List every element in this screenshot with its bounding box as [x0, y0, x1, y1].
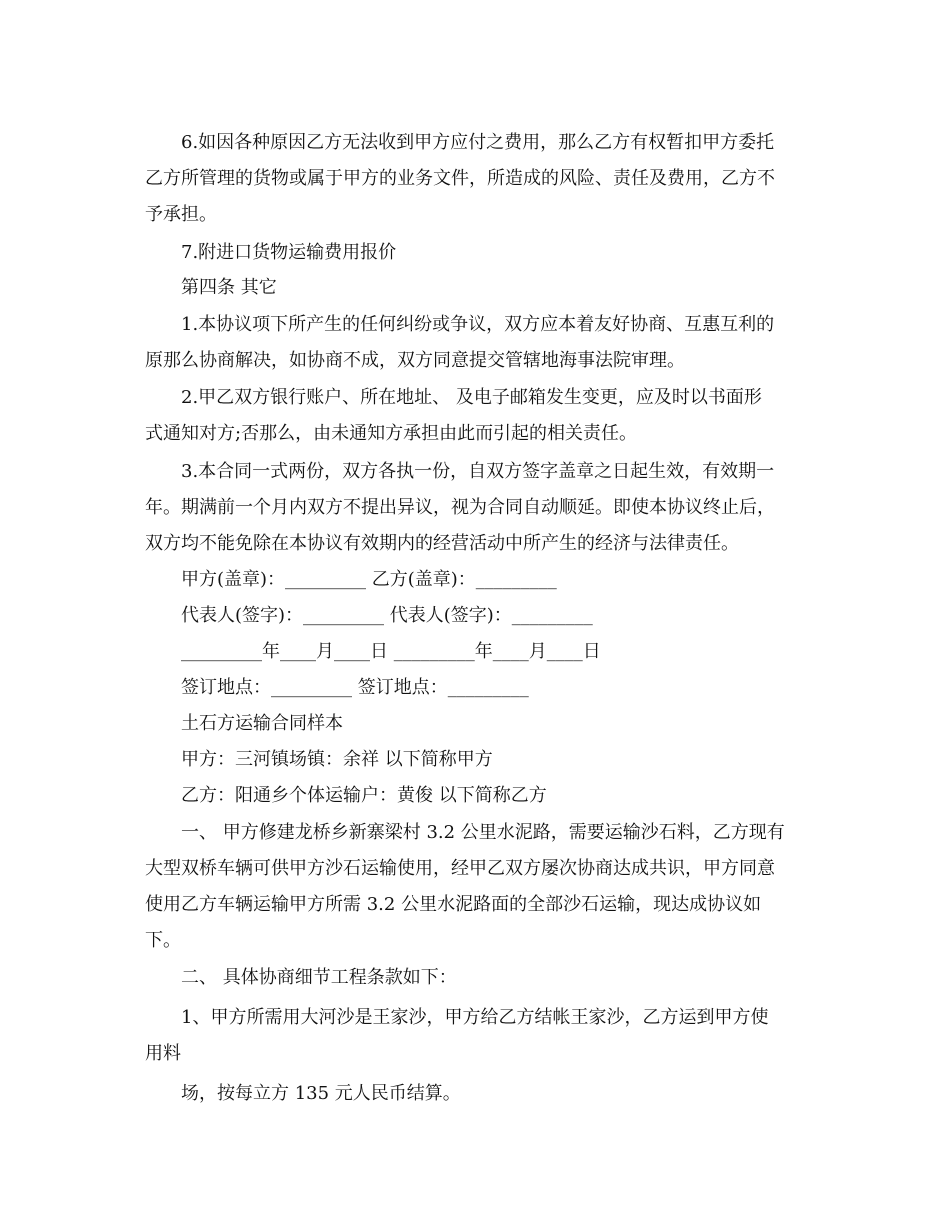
paragraph-section-2 [145, 960, 805, 996]
text-line: 场，按每立方 135 元人民币结算。 [181, 1083, 461, 1104]
paragraph-other-1 [145, 307, 805, 379]
text-line: 年。期满前一个月内双方不提出异议，视为合同自动顺延。即使本协议终止后， [145, 497, 775, 518]
section-heading: 第四条 其它 [181, 277, 277, 298]
text-line: 原那么协商解决，如协商不成，双方同意提交管辖地海事法院审理。 [145, 350, 685, 371]
paragraph-item-1-continued [145, 1076, 805, 1112]
signature-line: 代表人(签字)：_________ 代表人(签字)：_________ [181, 605, 593, 626]
text-line: 大型双桥车辆可供甲方沙石运输使用，经甲乙双方屡次协商达成共识，甲方同意 [145, 858, 775, 879]
text-line: 甲方：三河镇场镇：余祥 以下简称甲方 [181, 749, 493, 770]
document-title: 土石方运输合同样本 [181, 713, 343, 734]
paragraph-other-3 [145, 454, 805, 562]
text-line: 二、 具体协商细节工程条款如下： [181, 967, 457, 988]
seal-line: 甲方(盖章)：_________ 乙方(盖章)：_________ [181, 569, 557, 590]
text-line: 2.甲乙双方银行账户、所在地址、 及电子邮箱发生变更，应及时以书面形 [181, 387, 762, 408]
text-line: 7.附进口货物运输费用报价 [181, 242, 397, 263]
text-line: 双方均不能免除在本协议有效期内的经营活动中所产生的经济与法律责任。 [145, 533, 739, 554]
paragraph-clause-7 [145, 235, 805, 271]
text-line: 乙方：阳通乡个体运输户：黄俊 以下简称乙方 [181, 785, 547, 806]
text-line: 予承担。 [145, 204, 217, 225]
party-b [145, 778, 805, 814]
text-line: 使用乙方车辆运输甲方所需 3.2 公里水泥路面的全部沙石运输，现达成协议如 [145, 894, 762, 915]
text-line: 乙方所管理的货物或属于甲方的业务文件，所造成的风险、责任及费用，乙方不 [145, 168, 775, 189]
paragraph-other-2 [145, 380, 805, 452]
text-line: 用料 [145, 1043, 181, 1064]
date-line: _________年____月____日 _________年____月____日 [181, 641, 601, 662]
paragraph-clause-6 [145, 125, 805, 233]
text-line: 下。 [145, 930, 181, 951]
signature-block [145, 562, 805, 706]
text-line: 1、甲方所需用大河沙是王家沙，甲方给乙方结帐王家沙，乙方运到甲方使 [181, 1007, 769, 1028]
section-heading-article-4 [145, 270, 805, 306]
text-line: 一、 甲方修建龙桥乡新寨梁村 3.2 公里水泥路，需要运输沙石料，乙方现有 [181, 822, 785, 843]
contract-title [145, 706, 805, 742]
place-line: 签订地点：_________ 签订地点：_________ [181, 677, 529, 698]
paragraph-item-1 [145, 1000, 805, 1072]
text-line: 3.本合同一式两份，双方各执一份，自双方签字盖章之日起生效，有效期一 [181, 461, 775, 482]
text-line: 6.如因各种原因乙方无法收到甲方应付之费用，那么乙方有权暂扣甲方委托 [181, 132, 775, 153]
paragraph-section-1 [145, 815, 805, 959]
text-line: 式通知对方;否那么，由未通知方承担由此而引起的相关责任。 [145, 423, 638, 444]
party-a [145, 742, 805, 778]
text-line: 1.本协议项下所产生的任何纠纷或争议，双方应本着友好协商、互惠互利的 [181, 314, 775, 335]
